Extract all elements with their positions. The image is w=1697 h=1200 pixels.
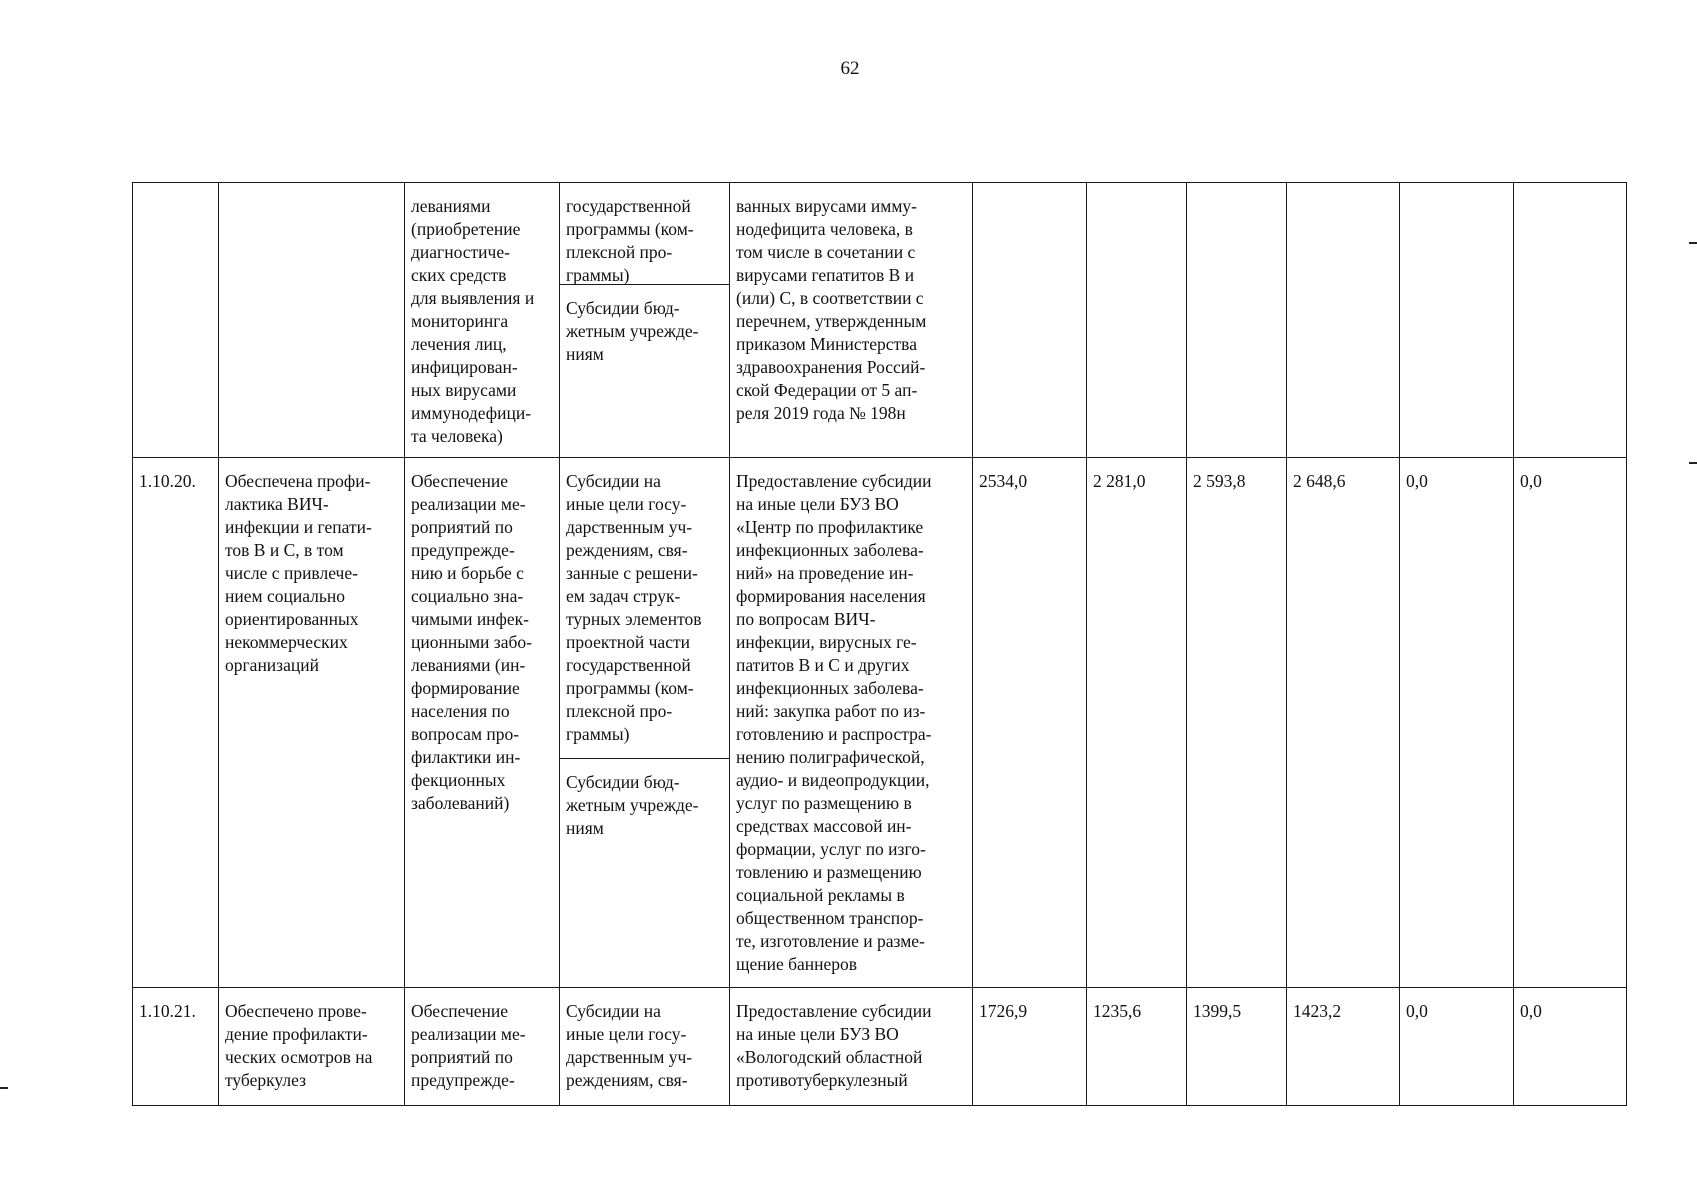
row-funding-source-bottom: Субсидии бюд- жетным учрежде- ниям [566, 298, 699, 364]
row-value-6 [1514, 183, 1626, 201]
program-table [132, 182, 1627, 1106]
row-value-3: 1399,5 [1193, 1001, 1242, 1021]
row-result: Обеспечено прове- дение профилакти- ческих осмотров на туберкулез [225, 1001, 373, 1090]
table-row [133, 183, 1627, 458]
row-value-6: 0,0 [1520, 1001, 1542, 1021]
row-description: Предоставление субсидии на иные цели БУЗ ВО «Вологодский областной противотуберкулезный [736, 1001, 932, 1090]
row-value-1: 2534,0 [979, 471, 1028, 491]
page-number: 62 [840, 58, 860, 79]
row-description: Предоставление субсидии на иные цели БУЗ ВО «Центр по профилактике инфекционных заболева- ний» на проведение ин- формирования населения по вопросам ВИЧ- инфекции, вирусных ге- патитов B и C и других инфекционных заболева- ний: закупка работ по из- готовлению и распростра- нению полиграфической, аудио- и видеопродукции, услуг по размещению в средствах массовой ин- формации, услуг по изго- товлению и размещению социальной рекламы в общественном транспор- те, изготовление и разме- щение баннеров [736, 471, 932, 974]
table-row [133, 988, 1627, 1106]
row-result: Обеспечена профи- лактика ВИЧ- инфекции и гепати- тов B и C, в том числе с привлече- нием социально ориентированных некоммерческих организаций [225, 471, 372, 675]
row-activity: Обеспечение реализации ме- роприятий по предупрежде- [411, 1001, 526, 1090]
scan-mark [1689, 242, 1697, 244]
row-value-5 [1400, 183, 1513, 201]
row-value-3 [1187, 183, 1286, 201]
row-value-2: 1235,6 [1093, 1001, 1142, 1021]
row-code [133, 183, 218, 201]
row-result [219, 183, 404, 201]
row-value-4: 1423,2 [1293, 1001, 1342, 1021]
row-value-5: 0,0 [1406, 1001, 1428, 1021]
row-funding-source-top: Субсидии на иные цели госу- дарственным уч- реждениям, свя- занные с решени- ем задач струк- турных элементов проектной части государственной программы (ком- плексной про- граммы) [560, 458, 729, 759]
table-row [133, 458, 1627, 988]
row-value-3: 2 593,8 [1193, 471, 1246, 491]
row-value-5: 0,0 [1406, 471, 1428, 491]
row-activity: леваниями (приобретение диагностиче- ских средств для выявления и мониторинга лечения лиц, инфицирован- ных вирусами иммунодефици- та человека) [411, 196, 535, 446]
row-value-6: 0,0 [1520, 471, 1542, 491]
scan-mark [0, 1087, 8, 1089]
row-value-2: 2 281,0 [1093, 471, 1146, 491]
row-funding-source-top: Субсидии на иные цели госу- дарственным уч- реждениям, свя- [566, 1001, 693, 1090]
row-description: ванных вирусами имму- нодефицита человека, в том числе в сочетании с вирусами гепатитов B и (или) C, в соответствии с перечнем, утвержденным приказом Министерства здравоохранения Россий- ской Федерации от 5 ап- реля 2019 года № 198н [736, 196, 927, 423]
row-value-4: 2 648,6 [1293, 471, 1346, 491]
row-activity: Обеспечение реализации ме- роприятий по предупрежде- нию и борьбе с социально зна- чимыми инфек- ционными забо- леваниями (ин- формирование населения по вопросам про- филактики ин- фекционных заболеваний) [411, 471, 532, 813]
row-code: 1.10.21. [139, 1001, 196, 1021]
row-value-4 [1287, 183, 1399, 201]
row-value-2 [1087, 183, 1186, 201]
row-value-1: 1726,9 [979, 1001, 1028, 1021]
scan-mark [1689, 462, 1697, 464]
row-value-1 [973, 183, 1086, 201]
row-funding-source-top: государственной программы (ком- плексной про- граммы) [560, 183, 729, 285]
row-code: 1.10.20. [139, 471, 196, 491]
row-funding-source-bottom: Субсидии бюд- жетным учрежде- ниям [566, 772, 699, 838]
